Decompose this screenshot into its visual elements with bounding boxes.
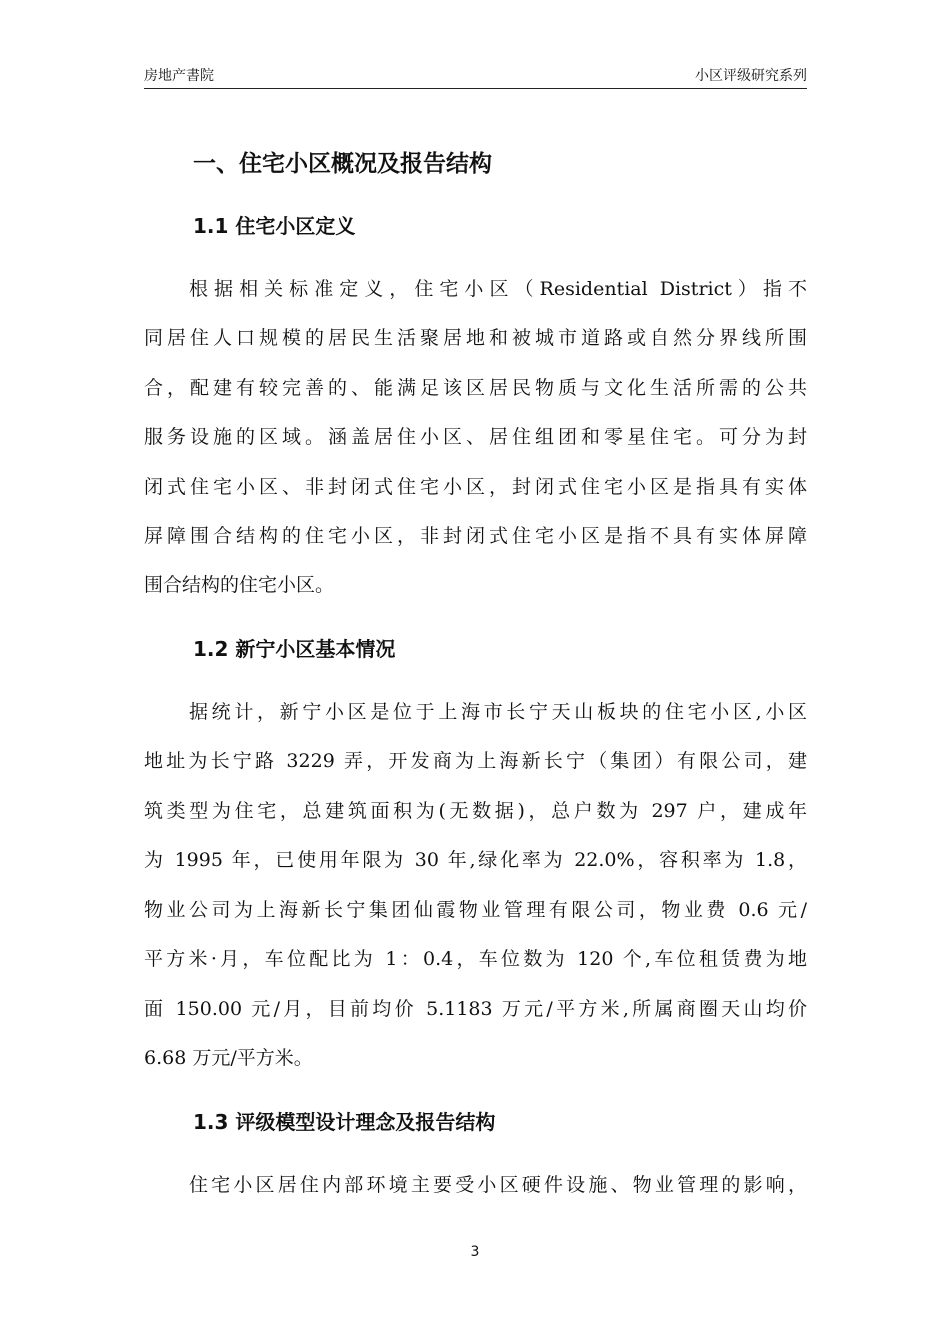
paragraph-line: 服务设施的区域。涵盖居住小区、居住组团和零星住宅。可分为封 [144,426,807,448]
paragraph-line: 地址为长宁路 3229 弄，开发商为上海新长宁（集团）有限公司，建 [144,750,807,772]
paragraph-line: 筑类型为住宅，总建筑面积为(无数据)，总户数为 297 户，建成年 [144,800,807,822]
paragraph-line: 6.68 万元/平方米。 [144,1047,313,1069]
paragraph-line: 为 1995 年，已使用年限为 30 年,绿化率为 22.0%，容积率为 1.8， [144,849,807,871]
paragraph-line: 住宅小区居住内部环境主要受小区硬件设施、物业管理的影响， [189,1174,807,1196]
paragraph-line: 根据相关标准定义，住宅小区（Residential District）指不 [189,278,807,300]
paragraph-line: 合，配建有较完善的、能满足该区居民物质与文化生活所需的公共 [144,377,807,399]
paragraph-line: 屏障围合结构的住宅小区，非封闭式住宅小区是指不具有实体屏障 [144,525,807,547]
header-left-text: 房地产書院 [144,68,214,84]
paragraph-line: 面 150.00 元/月，目前均价 5.1183 万元/平方米,所属商圈天山均价 [144,998,807,1020]
paragraph-line: 围合结构的住宅小区。 [144,574,335,596]
header-right-text: 小区评级研究系列 [695,68,807,84]
section-heading-1-3: 1.3 评级模型设计理念及报告结构 [193,1110,496,1134]
section-heading-1-1: 1.1 住宅小区定义 [193,214,356,238]
section-heading-1-2: 1.2 新宁小区基本情况 [193,637,396,661]
paragraph-line: 据统计，新宁小区是位于上海市长宁天山板块的住宅小区,小区 [189,701,807,723]
page-header [144,64,807,89]
page-number: 3 [470,1244,480,1260]
paragraph-line: 同居住人口规模的居民生活聚居地和被城市道路或自然分界线所围 [144,327,807,349]
paragraph-line: 闭式住宅小区、非封闭式住宅小区，封闭式住宅小区是指具有实体 [144,476,807,498]
paragraph-line: 平方米·月，车位配比为 1：0.4，车位数为 120 个,车位租赁费为地 [144,948,807,970]
chapter-title: 一、住宅小区概况及报告结构 [193,151,492,177]
paragraph-line: 物业公司为上海新长宁集团仙霞物业管理有限公司，物业费 0.6 元/ [144,899,807,921]
